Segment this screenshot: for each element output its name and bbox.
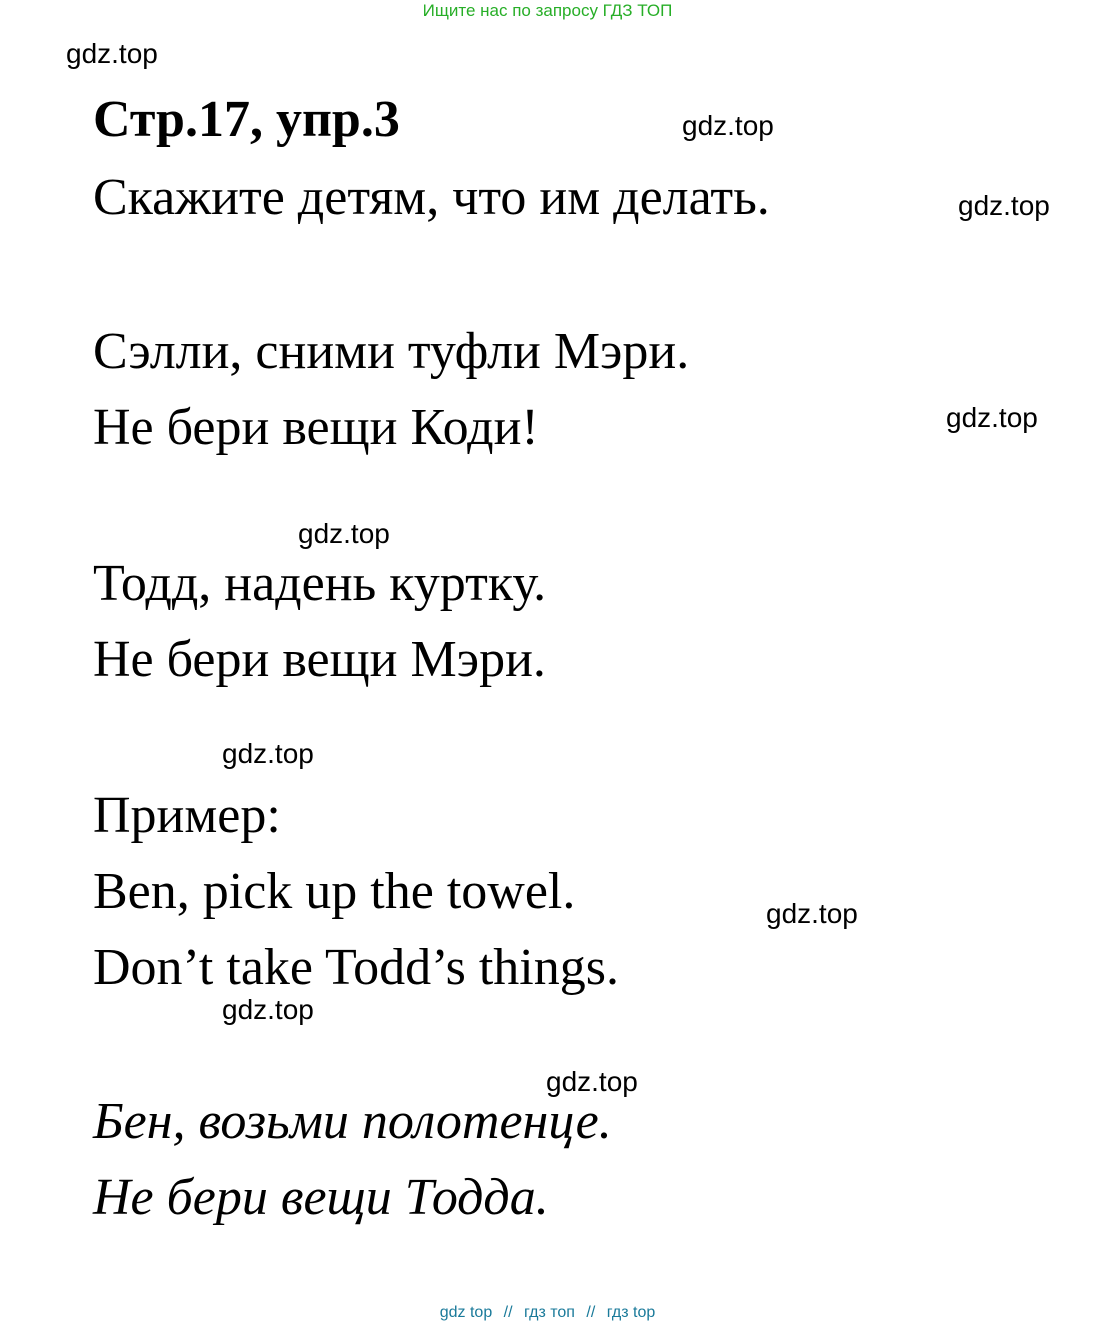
watermark: gdz.top: [766, 898, 858, 929]
watermark: gdz.top: [946, 402, 1038, 433]
footer-link-gdz-top[interactable]: gdz top: [439, 1304, 493, 1321]
watermark: gdz.top: [222, 994, 314, 1025]
instruction-text: Скажите детям, что им делать.: [93, 169, 770, 226]
example-label: Пример:: [93, 787, 281, 844]
footer-separator: //: [586, 1304, 596, 1321]
answer-line: Сэлли, сними туфли Мэри.: [93, 323, 690, 380]
watermark: gdz.top: [546, 1066, 638, 1097]
watermark: gdz.top: [298, 518, 390, 549]
example-translation-line: Не бери вещи Тодда.: [93, 1169, 549, 1226]
answer-line: Не бери вещи Коди!: [93, 399, 539, 456]
example-english-line: Ben, pick up the towel.: [93, 863, 576, 920]
footer-link-gdz-top-ru[interactable]: гдз топ: [524, 1304, 575, 1321]
footer-separator: //: [503, 1304, 513, 1321]
example-english-line: Don’t take Todd’s things.: [93, 939, 619, 996]
watermark: gdz.top: [222, 738, 314, 769]
footer-link-gdz-top-mixed[interactable]: гдз top: [606, 1304, 656, 1321]
watermark: gdz.top: [958, 190, 1050, 221]
page-title: Стр.17, упр.3: [93, 91, 400, 148]
watermark: gdz.top: [66, 38, 158, 69]
example-translation-line: Бен, возьми полотенце.: [93, 1093, 612, 1150]
footer-links: [0, 1302, 1095, 1324]
answer-line: Не бери вещи Мэри.: [93, 631, 546, 688]
top-banner: Ищите нас по запросу ГДЗ ТОП: [422, 1, 673, 20]
watermark: gdz.top: [682, 110, 774, 141]
answer-line: Тодд, надень куртку.: [93, 555, 547, 612]
